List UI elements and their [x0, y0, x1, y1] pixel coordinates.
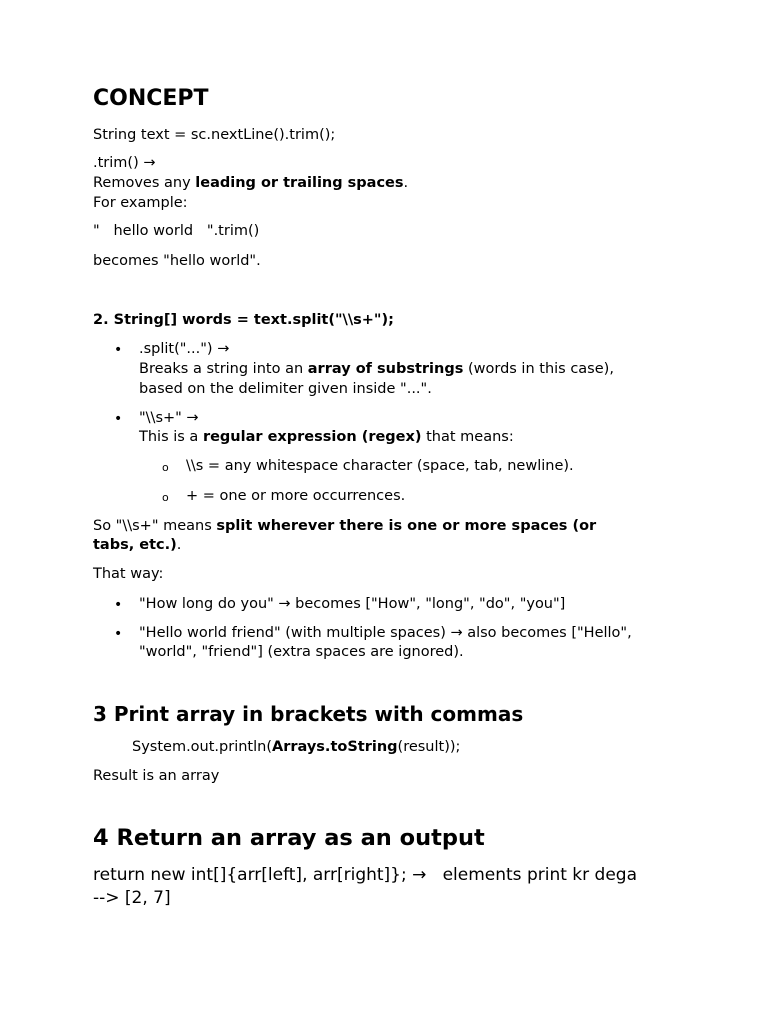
regex-desc-post: that means:	[421, 429, 514, 445]
removes-bold: leading or trailing spaces	[195, 175, 404, 191]
split-desc-pre: Breaks a string into an	[139, 361, 308, 377]
section3-heading: 3 Print array in brackets with commas	[93, 702, 524, 726]
so-bold2: tabs, etc.)	[93, 537, 177, 553]
concept-code-line: String text = sc.nextLine().trim();	[93, 127, 336, 143]
so-bold1: split wherever there is one or more spaces (or	[216, 518, 597, 534]
section3-code	[132, 738, 460, 758]
trim-label: .trim() →	[93, 155, 156, 171]
section4-line2: --> [2, 7]	[93, 888, 171, 908]
removes-pre: Removes any	[93, 175, 196, 191]
regex-sub2: + = one or more occurrences.	[186, 488, 406, 504]
example1: "How long do you" → becomes ["How", "long", "do", "you"]	[139, 596, 566, 612]
regex-desc-line	[139, 428, 514, 448]
example2-line2: "world", "friend"] (extra spaces are ignored).	[139, 644, 464, 660]
section3-code-post: (result));	[397, 739, 461, 755]
concept-heading: CONCEPT	[93, 86, 209, 111]
becomes-line: becomes "hello world".	[93, 253, 261, 269]
section3-code-pre: System.out.println(	[132, 739, 272, 755]
so-pre: So "\\s+" means	[93, 518, 217, 534]
example-code: " hello world ".trim()	[93, 223, 260, 239]
regex-sub1: \\s = any whitespace character (space, tab, newline).	[186, 458, 574, 474]
split-desc-line2: based on the delimiter given inside "...".	[139, 381, 432, 397]
bullet-icon: •	[114, 597, 123, 613]
split-label: .split("...") →	[139, 341, 230, 357]
regex-label: "\\s+" →	[139, 410, 199, 426]
section3-code-bold: Arrays.toString	[271, 739, 398, 755]
bullet-icon: •	[114, 342, 123, 358]
circle-bullet-icon: o	[162, 461, 169, 474]
circle-bullet-icon: o	[162, 491, 169, 504]
section2-heading: 2. String[] words = text.split("\\s+");	[93, 312, 394, 328]
split-desc-bold: array of substrings	[307, 361, 464, 377]
that-way: That way:	[93, 566, 164, 582]
so-line1	[93, 517, 596, 537]
section3-result: Result is an array	[93, 768, 220, 784]
section4-heading: 4 Return an array as an output	[93, 825, 485, 851]
split-desc-line1	[139, 360, 614, 380]
bullet-icon: •	[114, 626, 123, 642]
split-desc-post: (words in this case),	[463, 361, 614, 377]
regex-desc-pre: This is a	[139, 429, 203, 445]
bullet-icon: •	[114, 411, 123, 427]
regex-desc-bold: regular expression (regex)	[202, 429, 422, 445]
removes-post: .	[403, 175, 409, 191]
section4-line1: return new int[]{arr[left], arr[right]}; → elements print kr dega	[93, 865, 637, 885]
example2-line1: "Hello world friend" (with multiple spaces) → also becomes ["Hello",	[139, 625, 632, 641]
removes-line	[93, 174, 408, 194]
for-example: For example:	[93, 195, 188, 211]
so-post: .	[176, 537, 182, 553]
so-line2	[93, 536, 181, 556]
